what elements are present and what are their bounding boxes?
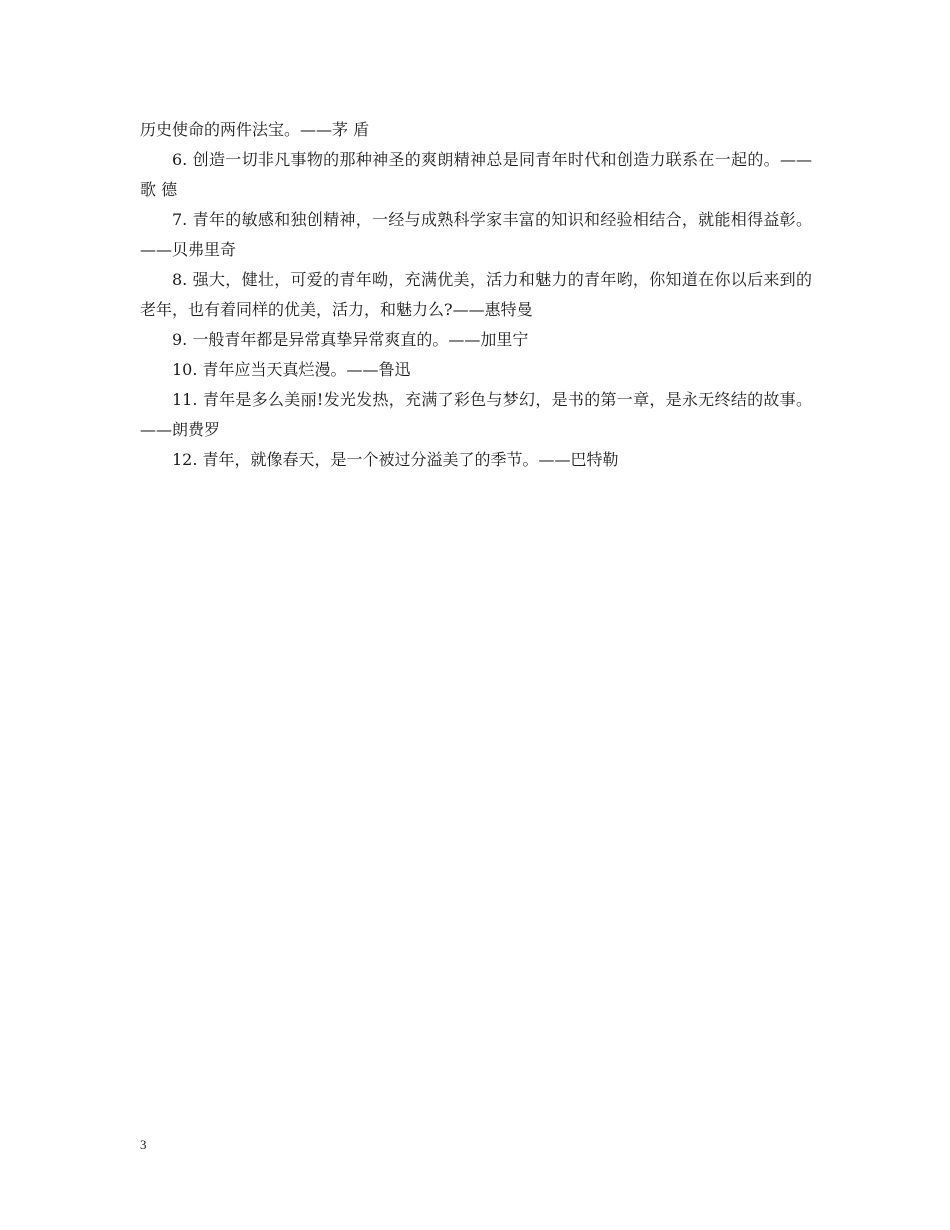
quote-item-6: 6. 创造一切非凡事物的那种神圣的爽朗精神总是同青年时代和创造力联系在一起的。——歌 德	[140, 150, 812, 199]
quote-item-8: 8. 强大，健壮，可爱的青年呦，充满优美，活力和魅力的青年哟，你知道在你以后来到的老年，也有着同样的优美，活力，和魅力么?——惠特曼	[140, 270, 812, 319]
page-content	[140, 115, 812, 475]
quote-item-12: 12. 青年，就像春天，是一个被过分溢美了的季节。——巴特勒	[172, 450, 619, 469]
quote-item-9: 9. 一般青年都是异常真挚异常爽直的。——加里宁	[172, 330, 529, 349]
quote-item-10: 10. 青年应当天真烂漫。——鲁迅	[172, 360, 411, 379]
page-number: 3	[140, 1137, 147, 1152]
quote-item-7: 7. 青年的敏感和独创精神，一经与成熟科学家丰富的知识和经验相结合，就能相得益彰。——贝弗里奇	[140, 210, 812, 259]
paragraph-continuation: 历史使命的两件法宝。——茅 盾	[140, 120, 370, 139]
quote-item-11: 11. 青年是多么美丽!发光发热，充满了彩色与梦幻，是书的第一章，是永无终结的故事。——朗费罗	[140, 390, 812, 439]
